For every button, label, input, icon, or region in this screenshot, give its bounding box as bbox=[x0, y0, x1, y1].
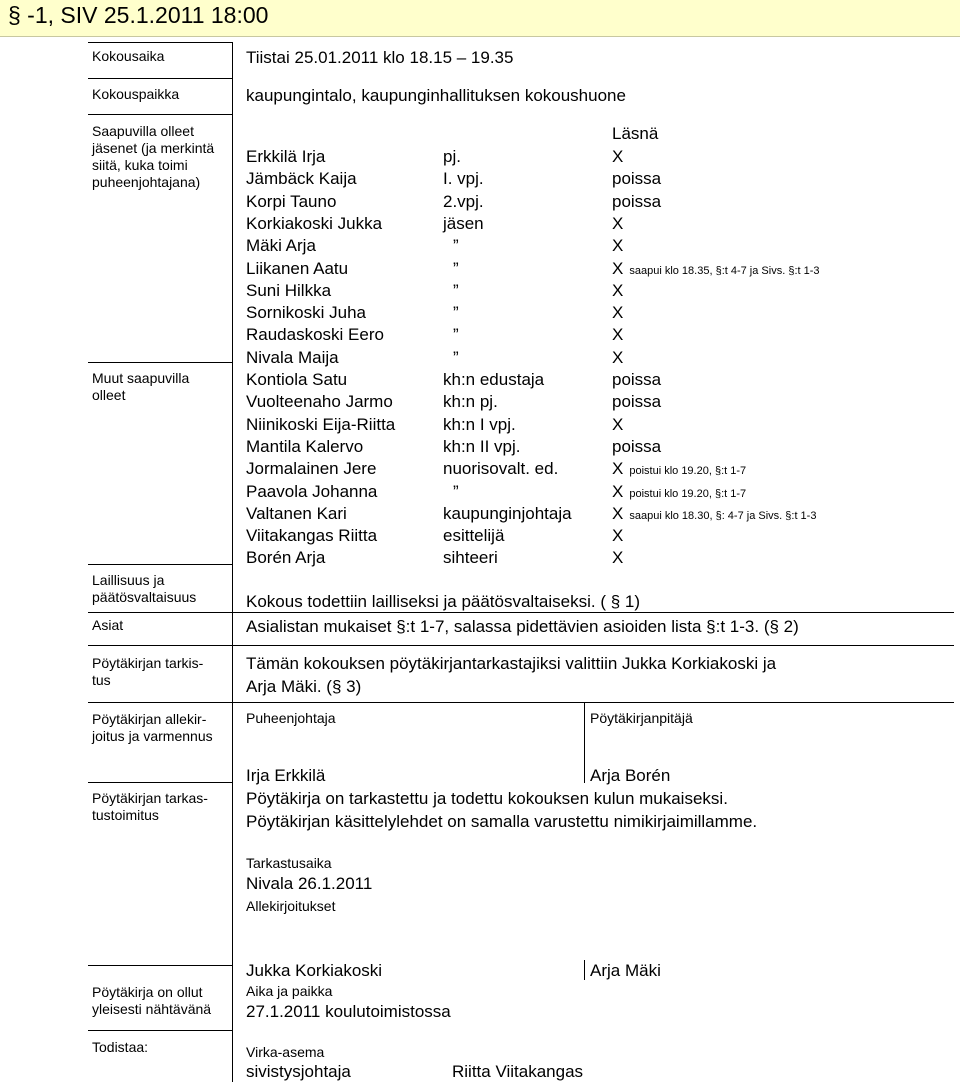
attendee-name: Liikanen Aatu bbox=[246, 258, 349, 278]
attendee-name: Nivala Maija bbox=[246, 347, 339, 367]
attendee-name: Paavola Johanna bbox=[246, 481, 378, 501]
witness-label: Todistaa: bbox=[92, 1039, 149, 1055]
attendee-status: X bbox=[612, 147, 624, 166]
attendee-name: Borén Arja bbox=[246, 548, 326, 568]
meeting-place-label: Kokouspaikka bbox=[92, 86, 180, 102]
chair-name: Irja Erkkilä bbox=[246, 766, 326, 785]
attendee-status: X bbox=[612, 548, 624, 568]
attendee-role: ” bbox=[453, 258, 459, 278]
display-time-value: 27.1.2011 koulutoimistossa bbox=[246, 1002, 451, 1021]
attendee-role: kaupunginjohtaja bbox=[443, 503, 572, 523]
attendee-role: kh:n II vpj. bbox=[443, 436, 521, 456]
attendee-role: sihteeri bbox=[443, 548, 498, 568]
attendee-name: Korkiakoski Jukka bbox=[246, 213, 383, 233]
agenda-text: Asialistan mukaiset §:t 1-7, salassa pidettävien asioiden lista §:t 1-3. (§ 2) bbox=[246, 617, 799, 636]
secretary-label: Pöytäkirjanpitäjä bbox=[590, 710, 693, 726]
attendee-name: Jämbäck Kaija bbox=[246, 169, 357, 189]
attendee-status: poissa bbox=[612, 191, 662, 211]
attendee-status: poissa bbox=[612, 370, 662, 389]
attendee-role: nuorisovalt. ed. bbox=[443, 459, 559, 479]
signing-label: Pöytäkirjan allekir- joitus ja varmennus bbox=[92, 711, 213, 744]
signer-2: Arja Mäki bbox=[590, 961, 661, 980]
other-attendees-label: Muut saapuvilla olleet bbox=[92, 370, 190, 403]
display-time-label: Aika ja paikka bbox=[246, 983, 333, 999]
rule bbox=[88, 612, 954, 613]
inspection-label: Pöytäkirjan tarkas- tustoimitus bbox=[92, 790, 208, 823]
signature-divider bbox=[584, 960, 585, 980]
attendee-role: ” bbox=[453, 325, 459, 345]
label-column-divider bbox=[232, 42, 233, 1082]
attendee-status: X bbox=[612, 347, 624, 367]
witness-name: Riitta Viitakangas bbox=[452, 1062, 584, 1081]
attendee-status: X bbox=[612, 280, 624, 300]
inspection-time-value: Nivala 26.1.2011 bbox=[246, 874, 373, 893]
attendee-name: Viitakangas Riitta bbox=[246, 526, 378, 546]
attendee-status: poissa bbox=[612, 392, 662, 412]
attendee-name: Suni Hilkka bbox=[246, 280, 332, 300]
chair-label: Puheenjohtaja bbox=[246, 710, 336, 726]
attendee-status: X bbox=[612, 325, 624, 345]
rule bbox=[88, 78, 232, 79]
inspection-time-label: Tarkastusaika bbox=[246, 855, 332, 871]
attendee-role: ” bbox=[453, 236, 459, 256]
rule bbox=[88, 42, 232, 43]
rule bbox=[88, 362, 232, 363]
attendee-status: poissa bbox=[612, 169, 662, 189]
title-bar bbox=[0, 0, 960, 37]
attendee-status: X bbox=[612, 213, 624, 233]
attendee-name: Valtanen Kari bbox=[246, 503, 347, 523]
attendee-name: Kontiola Satu bbox=[246, 370, 348, 389]
attendee-status: X saapui klo 18.30, §: 4-7 ja Sivs. §:t 1-3 bbox=[612, 503, 817, 523]
check-text-line2: Arja Mäki. (§ 3) bbox=[246, 677, 362, 696]
attendee-role: jäsen bbox=[443, 213, 484, 233]
attendee-role: I. vpj. bbox=[443, 169, 484, 189]
attendee-role: pj. bbox=[443, 147, 461, 166]
attendee-role: ” bbox=[453, 481, 459, 501]
rule bbox=[88, 782, 232, 783]
attendee-status: X bbox=[612, 526, 624, 546]
rule bbox=[88, 645, 954, 646]
attendee-note: saapui klo 18.30, §: 4-7 ja Sivs. §:t 1-3 bbox=[629, 509, 817, 522]
inspection-line1: Pöytäkirja on tarkastettu ja todettu kokouksen kulun mukaiseksi. bbox=[246, 789, 728, 808]
attendee-role: ” bbox=[453, 347, 459, 367]
attendee-name: Niinikoski Eija-Riitta bbox=[246, 414, 396, 434]
attendee-name: Mantila Kalervo bbox=[246, 436, 364, 456]
attendee-role: 2.vpj. bbox=[443, 191, 484, 211]
attendee-name: Jormalainen Jere bbox=[246, 459, 377, 479]
meeting-time-value: Tiistai 25.01.2011 klo 18.15 – 19.35 bbox=[246, 48, 514, 67]
attendee-name: Erkkilä Irja bbox=[246, 147, 326, 166]
rule bbox=[88, 114, 232, 115]
office-label: Virka-asema bbox=[246, 1044, 325, 1060]
attendee-note: poistui klo 19.20, §:t 1-7 bbox=[629, 465, 747, 478]
attendee-name: Vuolteenaho Jarmo bbox=[246, 392, 393, 412]
attendee-name: Sornikoski Juha bbox=[246, 303, 367, 323]
attendee-role: kh:n I vpj. bbox=[443, 414, 516, 434]
attendee-role: ” bbox=[453, 303, 459, 323]
attendee-status: X poistui klo 19.20, §:t 1-7 bbox=[612, 459, 747, 479]
rule bbox=[88, 702, 954, 703]
attendee-name: Raudaskoski Eero bbox=[246, 325, 384, 345]
attendee-role: kh:n edustaja bbox=[443, 370, 545, 389]
attendee-status: poissa bbox=[612, 436, 662, 456]
attendee-name: Korpi Tauno bbox=[246, 191, 337, 211]
attendee-role: ” bbox=[453, 280, 459, 300]
attendee-status: X poistui klo 19.20, §:t 1-7 bbox=[612, 481, 747, 501]
legality-text: Kokous todettiin lailliseksi ja päätösvaltaiseksi. ( § 1) bbox=[246, 592, 641, 611]
meeting-place-value: kaupungintalo, kaupunginhallituksen kokoushuone bbox=[246, 86, 626, 105]
signature-divider bbox=[584, 703, 585, 783]
check-text-line1: Tämän kokouksen pöytäkirjantarkastajiksi valittiin Jukka Korkiakoski ja bbox=[246, 654, 777, 673]
attendee-note: saapui klo 18.35, §:t 4-7 ja Sivs. §:t 1-3 bbox=[629, 264, 820, 277]
attendee-role: kh:n pj. bbox=[443, 392, 498, 412]
secretary-name: Arja Borén bbox=[590, 766, 671, 785]
attendee-status: X bbox=[612, 303, 624, 323]
meeting-time-label: Kokousaika bbox=[92, 48, 165, 64]
present-members-label: Saapuvilla olleet jäsenet (ja merkintä siitä, kuka toimi puheenjohtajana) bbox=[92, 123, 215, 190]
inspection-line2: Pöytäkirjan käsittelylehdet on samalla varustettu nimikirjaimillamme. bbox=[246, 812, 758, 831]
attendee-status: X bbox=[612, 414, 624, 434]
attendee-note: poistui klo 19.20, §:t 1-7 bbox=[629, 487, 747, 500]
signatures-label: Allekirjoitukset bbox=[246, 898, 336, 914]
rule bbox=[88, 564, 232, 565]
rule bbox=[88, 1030, 232, 1031]
legality-label: Laillisuus ja päätösvaltaisuus bbox=[92, 572, 197, 605]
attendee-role: esittelijä bbox=[443, 526, 505, 546]
display-label: Pöytäkirja on ollut yleisesti nähtävänä bbox=[92, 984, 212, 1017]
office-value: sivistysjohtaja bbox=[246, 1062, 351, 1081]
attendee-name: Mäki Arja bbox=[246, 236, 316, 256]
signer-1: Jukka Korkiakoski bbox=[246, 961, 383, 980]
attendee-status: X saapui klo 18.35, §:t 4-7 ja Sivs. §:t 1-3 bbox=[612, 258, 820, 278]
rule bbox=[88, 965, 232, 966]
check-label: Pöytäkirjan tarkis- tus bbox=[92, 655, 204, 688]
agenda-label: Asiat bbox=[92, 617, 124, 633]
document-title: § -1, SIV 25.1.2011 18:00 bbox=[8, 2, 269, 28]
attendee-status: X bbox=[612, 236, 624, 256]
status-header: Läsnä bbox=[612, 124, 659, 143]
